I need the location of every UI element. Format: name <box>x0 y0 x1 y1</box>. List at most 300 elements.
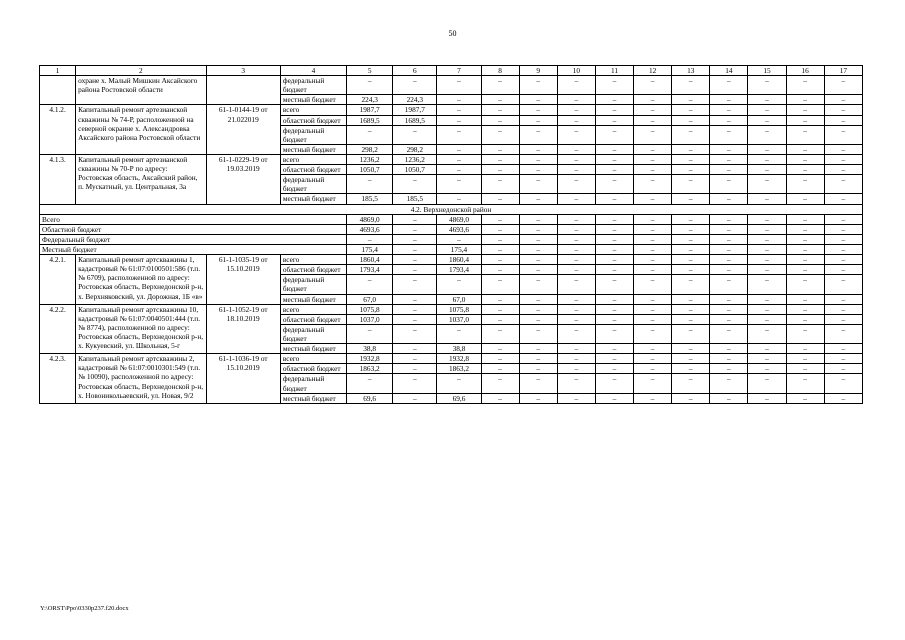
empty-dash-cell: – <box>748 154 786 164</box>
empty-dash-cell: – <box>824 374 862 393</box>
amount-cell: 1987,7 <box>347 105 393 115</box>
summary-amount: 4693,6 <box>437 224 481 234</box>
empty-dash-cell: – <box>634 194 672 204</box>
amount-cell: 67,0 <box>437 294 481 304</box>
budget-type: федеральный бюджет <box>280 324 346 343</box>
summary-label: Местный бюджет <box>40 244 347 254</box>
empty-dash-cell: – <box>786 374 824 393</box>
item-name: Капитальный ремонт артезианской скважины № 70-Р по адресу: Ростовская область, Аксайский район, п. Мускатный, ул. Центральная, 3а <box>76 154 206 204</box>
empty-dash-cell: – <box>748 224 786 234</box>
empty-dash-cell: – <box>557 354 595 364</box>
empty-dash-cell: – <box>748 344 786 354</box>
column-number-cell: 6 <box>393 66 437 76</box>
empty-dash-cell: – <box>481 95 519 105</box>
empty-dash-cell: – <box>824 364 862 374</box>
empty-dash-cell: – <box>710 144 748 154</box>
empty-dash-cell: – <box>824 165 862 175</box>
empty-dash-cell: – <box>710 224 748 234</box>
section-title: 4.2. Верхнедонской район <box>40 204 863 214</box>
amount-cell: 69,6 <box>347 393 393 403</box>
empty-dash-cell: – <box>672 115 710 125</box>
empty-dash-cell: – <box>824 115 862 125</box>
empty-dash-cell: – <box>710 255 748 265</box>
empty-dash-cell: – <box>672 224 710 234</box>
empty-dash-cell: – <box>786 393 824 403</box>
budget-type: федеральный бюджет <box>280 76 346 95</box>
empty-dash-cell: – <box>786 105 824 115</box>
empty-dash-cell: – <box>748 144 786 154</box>
empty-dash-cell: – <box>519 294 557 304</box>
empty-dash-cell: – <box>481 265 519 275</box>
empty-dash-cell: – <box>824 244 862 254</box>
budget-type: местный бюджет <box>280 95 346 105</box>
empty-dash-cell: – <box>672 344 710 354</box>
budget-type: областной бюджет <box>280 165 346 175</box>
empty-dash-cell: – <box>672 354 710 364</box>
empty-dash-cell: – <box>710 234 748 244</box>
amount-cell: – <box>437 144 481 154</box>
permit-code: 61-1-1036-19 от 15.10.2019 <box>206 354 280 404</box>
empty-dash-cell: – <box>595 76 633 95</box>
empty-dash-cell: – <box>557 374 595 393</box>
empty-dash-cell: – <box>595 194 633 204</box>
empty-dash-cell: – <box>557 125 595 144</box>
empty-dash-cell: – <box>786 364 824 374</box>
summary-amount: – <box>393 224 437 234</box>
empty-dash-cell: – <box>748 165 786 175</box>
empty-dash-cell: – <box>634 354 672 364</box>
empty-dash-cell: – <box>824 95 862 105</box>
empty-dash-cell: – <box>748 393 786 403</box>
item-name: Капитальный ремонт артскважины 10, кадастровый № 61:07:0040501:444 (т.п. № 8774), расположенной по адресу: Ростовская область, Верхнедонской р-н, х. Кукуевский, ул. Школьная, 5-г <box>76 304 206 354</box>
empty-dash-cell: – <box>672 125 710 144</box>
empty-dash-cell: – <box>481 125 519 144</box>
amount-cell: 1793,4 <box>347 265 393 275</box>
amount-cell: 1793,4 <box>437 265 481 275</box>
empty-dash-cell: – <box>786 144 824 154</box>
empty-dash-cell: – <box>519 244 557 254</box>
amount-cell: – <box>437 105 481 115</box>
empty-dash-cell: – <box>710 374 748 393</box>
empty-dash-cell: – <box>710 344 748 354</box>
empty-dash-cell: – <box>748 364 786 374</box>
amount-cell: 1236,2 <box>393 154 437 164</box>
empty-dash-cell: – <box>481 175 519 194</box>
empty-dash-cell: – <box>519 374 557 393</box>
empty-dash-cell: – <box>557 105 595 115</box>
empty-dash-cell: – <box>634 314 672 324</box>
column-number-cell: 7 <box>437 66 481 76</box>
empty-dash-cell: – <box>672 374 710 393</box>
budget-type: федеральный бюджет <box>280 175 346 194</box>
amount-cell: 1863,2 <box>437 364 481 374</box>
empty-dash-cell: – <box>519 214 557 224</box>
amount-cell: 1050,7 <box>393 165 437 175</box>
summary-label: Всего <box>40 214 347 224</box>
empty-dash-cell: – <box>519 95 557 105</box>
empty-dash-cell: – <box>786 304 824 314</box>
budget-type: областной бюджет <box>280 314 346 324</box>
empty-dash-cell: – <box>824 314 862 324</box>
empty-dash-cell: – <box>481 214 519 224</box>
empty-dash-cell: – <box>748 115 786 125</box>
empty-dash-cell: – <box>710 214 748 224</box>
amount-cell: 185,5 <box>347 194 393 204</box>
table-row <box>40 354 863 364</box>
empty-dash-cell: – <box>748 314 786 324</box>
amount-cell: – <box>347 125 393 144</box>
table-row <box>40 304 863 314</box>
empty-dash-cell: – <box>519 125 557 144</box>
empty-dash-cell: – <box>672 175 710 194</box>
summary-row <box>40 214 863 224</box>
empty-dash-cell: – <box>557 115 595 125</box>
empty-dash-cell: – <box>672 324 710 343</box>
empty-dash-cell: – <box>710 194 748 204</box>
empty-dash-cell: – <box>557 175 595 194</box>
empty-dash-cell: – <box>519 175 557 194</box>
empty-dash-cell: – <box>786 344 824 354</box>
permit-code: 61-1-1035-19 от 15.10.2019 <box>206 255 280 305</box>
summary-amount: 4869,0 <box>437 214 481 224</box>
empty-dash-cell: – <box>481 224 519 234</box>
amount-cell: 298,2 <box>393 144 437 154</box>
empty-dash-cell: – <box>786 294 824 304</box>
empty-dash-cell: – <box>748 265 786 275</box>
empty-dash-cell: – <box>519 265 557 275</box>
column-number-cell: 5 <box>347 66 393 76</box>
budget-type: местный бюджет <box>280 194 346 204</box>
summary-label: Областной бюджет <box>40 224 347 234</box>
empty-dash-cell: – <box>519 344 557 354</box>
empty-dash-cell: – <box>710 115 748 125</box>
empty-dash-cell: – <box>595 304 633 314</box>
amount-cell: 1689,5 <box>347 115 393 125</box>
empty-dash-cell: – <box>786 224 824 234</box>
empty-dash-cell: – <box>672 265 710 275</box>
empty-dash-cell: – <box>634 244 672 254</box>
column-number-row <box>40 66 863 76</box>
empty-dash-cell: – <box>824 393 862 403</box>
amount-cell: – <box>347 374 393 393</box>
empty-dash-cell: – <box>748 95 786 105</box>
empty-dash-cell: – <box>519 364 557 374</box>
amount-cell: – <box>393 175 437 194</box>
permit-code: 61-1-0229-19 от 19.03.2019 <box>206 154 280 204</box>
empty-dash-cell: – <box>672 275 710 294</box>
empty-dash-cell: – <box>786 354 824 364</box>
permit-code: 61-1-0144-19 от 21.022019 <box>206 105 280 155</box>
empty-dash-cell: – <box>634 265 672 275</box>
empty-dash-cell: – <box>519 234 557 244</box>
item-number: 4.2.1. <box>40 255 76 305</box>
item-number: 4.1.3. <box>40 154 76 204</box>
empty-dash-cell: – <box>824 234 862 244</box>
empty-dash-cell: – <box>634 364 672 374</box>
amount-cell: 1075,8 <box>437 304 481 314</box>
empty-dash-cell: – <box>519 255 557 265</box>
summary-amount: 4869,0 <box>347 214 393 224</box>
empty-dash-cell: – <box>481 255 519 265</box>
empty-dash-cell: – <box>748 125 786 144</box>
summary-amount: 4693,6 <box>347 224 393 234</box>
amount-cell: – <box>437 76 481 95</box>
empty-dash-cell: – <box>634 154 672 164</box>
budget-table <box>39 65 863 404</box>
empty-dash-cell: – <box>595 105 633 115</box>
amount-cell: 38,8 <box>437 344 481 354</box>
empty-dash-cell: – <box>595 255 633 265</box>
empty-dash-cell: – <box>481 115 519 125</box>
amount-cell: 38,8 <box>347 344 393 354</box>
empty-dash-cell: – <box>748 175 786 194</box>
empty-dash-cell: – <box>824 76 862 95</box>
page-number: 50 <box>448 29 457 38</box>
empty-dash-cell: – <box>710 314 748 324</box>
empty-dash-cell: – <box>634 294 672 304</box>
empty-dash-cell: – <box>672 234 710 244</box>
empty-dash-cell: – <box>824 175 862 194</box>
budget-type: всего <box>280 154 346 164</box>
budget-type: областной бюджет <box>280 364 346 374</box>
empty-dash-cell: – <box>710 294 748 304</box>
empty-dash-cell: – <box>634 393 672 403</box>
empty-dash-cell: – <box>519 115 557 125</box>
summary-row <box>40 234 863 244</box>
summary-amount: – <box>393 214 437 224</box>
permit-code: 61-1-1052-19 от 18.10.2019 <box>206 304 280 354</box>
empty-dash-cell: – <box>634 105 672 115</box>
empty-dash-cell: – <box>481 154 519 164</box>
amount-cell: – <box>393 294 437 304</box>
empty-dash-cell: – <box>786 95 824 105</box>
empty-dash-cell: – <box>557 95 595 105</box>
empty-dash-cell: – <box>634 144 672 154</box>
summary-row <box>40 244 863 254</box>
empty-dash-cell: – <box>481 393 519 403</box>
empty-dash-cell: – <box>672 255 710 265</box>
empty-dash-cell: – <box>557 144 595 154</box>
empty-dash-cell: – <box>634 125 672 144</box>
empty-dash-cell: – <box>824 354 862 364</box>
empty-dash-cell: – <box>595 175 633 194</box>
amount-cell: 224,3 <box>347 95 393 105</box>
empty-dash-cell: – <box>824 125 862 144</box>
empty-dash-cell: – <box>481 364 519 374</box>
empty-dash-cell: – <box>748 76 786 95</box>
empty-dash-cell: – <box>672 165 710 175</box>
empty-dash-cell: – <box>748 105 786 115</box>
empty-dash-cell: – <box>748 214 786 224</box>
empty-dash-cell: – <box>710 76 748 95</box>
empty-dash-cell: – <box>634 76 672 95</box>
empty-dash-cell: – <box>710 165 748 175</box>
empty-dash-cell: – <box>634 234 672 244</box>
empty-dash-cell: – <box>748 374 786 393</box>
empty-dash-cell: – <box>824 275 862 294</box>
item-number: 4.2.3. <box>40 354 76 404</box>
empty-dash-cell: – <box>634 95 672 105</box>
item-name: Капитальный ремонт артскважины 2, кадастровый № 61:07:0010301:549 (т.п. № 10090), расположенной по адресу: Ростовская область, Верхнедонской р-н, х. Новоникольаевский, ул. Новая, 9/2 <box>76 354 206 404</box>
amount-cell: 1932,8 <box>347 354 393 364</box>
budget-type: местный бюджет <box>280 393 346 403</box>
empty-dash-cell: – <box>786 255 824 265</box>
budget-type: всего <box>280 105 346 115</box>
empty-dash-cell: – <box>557 194 595 204</box>
empty-dash-cell: – <box>786 324 824 343</box>
amount-cell: 1860,4 <box>437 255 481 265</box>
amount-cell: – <box>393 364 437 374</box>
empty-dash-cell: – <box>748 244 786 254</box>
amount-cell: 1075,8 <box>347 304 393 314</box>
empty-dash-cell: – <box>748 194 786 204</box>
empty-dash-cell: – <box>824 294 862 304</box>
amount-cell: – <box>393 76 437 95</box>
summary-label: Федеральный бюджет <box>40 234 347 244</box>
summary-amount: – <box>347 234 393 244</box>
amount-cell: – <box>347 275 393 294</box>
empty-dash-cell: – <box>748 294 786 304</box>
amount-cell: 1236,2 <box>347 154 393 164</box>
empty-dash-cell: – <box>672 95 710 105</box>
summary-amount: 175,4 <box>347 244 393 254</box>
amount-cell: 1037,0 <box>347 314 393 324</box>
budget-type: федеральный бюджет <box>280 374 346 393</box>
amount-cell: – <box>347 76 393 95</box>
empty-dash-cell: – <box>557 314 595 324</box>
empty-dash-cell: – <box>634 304 672 314</box>
empty-dash-cell: – <box>481 354 519 364</box>
empty-dash-cell: – <box>557 234 595 244</box>
amount-cell: – <box>437 115 481 125</box>
column-number-cell: 4 <box>280 66 346 76</box>
empty-dash-cell: – <box>519 165 557 175</box>
amount-cell: – <box>393 255 437 265</box>
empty-dash-cell: – <box>557 304 595 314</box>
amount-cell: – <box>393 265 437 275</box>
summary-amount: 175,4 <box>437 244 481 254</box>
empty-dash-cell: – <box>710 265 748 275</box>
empty-dash-cell: – <box>595 324 633 343</box>
empty-dash-cell: – <box>595 224 633 234</box>
budget-type: местный бюджет <box>280 144 346 154</box>
empty-dash-cell: – <box>672 214 710 224</box>
amount-cell: 1860,4 <box>347 255 393 265</box>
empty-dash-cell: – <box>595 234 633 244</box>
empty-dash-cell: – <box>672 105 710 115</box>
empty-dash-cell: – <box>672 194 710 204</box>
amount-cell: – <box>393 374 437 393</box>
empty-dash-cell: – <box>824 265 862 275</box>
empty-dash-cell: – <box>672 304 710 314</box>
empty-dash-cell: – <box>786 244 824 254</box>
empty-dash-cell: – <box>672 154 710 164</box>
empty-dash-cell: – <box>634 214 672 224</box>
empty-dash-cell: – <box>519 354 557 364</box>
item-number: 4.1.2. <box>40 105 76 155</box>
empty-dash-cell: – <box>519 393 557 403</box>
budget-type: областной бюджет <box>280 265 346 275</box>
empty-dash-cell: – <box>557 324 595 343</box>
empty-dash-cell: – <box>824 304 862 314</box>
empty-dash-cell: – <box>786 76 824 95</box>
amount-cell: 298,2 <box>347 144 393 154</box>
table-row <box>40 76 863 95</box>
empty-dash-cell: – <box>557 265 595 275</box>
budget-type: всего <box>280 304 346 314</box>
amount-cell: – <box>347 324 393 343</box>
empty-dash-cell: – <box>557 224 595 234</box>
budget-type: федеральный бюджет <box>280 125 346 144</box>
amount-cell: – <box>437 275 481 294</box>
empty-dash-cell: – <box>634 374 672 393</box>
empty-dash-cell: – <box>481 194 519 204</box>
empty-dash-cell: – <box>710 125 748 144</box>
file-path-footer: Y:\ORST\Ppo\0330p237.f20.docx <box>40 605 129 612</box>
column-number-cell: 11 <box>595 66 633 76</box>
item-number <box>40 76 76 105</box>
amount-cell: 67,0 <box>347 294 393 304</box>
empty-dash-cell: – <box>672 393 710 403</box>
empty-dash-cell: – <box>595 294 633 304</box>
empty-dash-cell: – <box>634 255 672 265</box>
amount-cell: 69,6 <box>437 393 481 403</box>
empty-dash-cell: – <box>672 76 710 95</box>
item-name: Капитальный ремонт артскважины 1, кадастровый № 61:07:0100501:586 (т.п. № 6709), расположенной по адресу: Ростовская область, Верхнедонской р-н, х. Верхняковский, ул. Дорожная, 1Б «в» <box>76 255 206 305</box>
empty-dash-cell: – <box>634 165 672 175</box>
amount-cell: 224,3 <box>393 95 437 105</box>
empty-dash-cell: – <box>595 154 633 164</box>
column-number-cell: 2 <box>76 66 206 76</box>
empty-dash-cell: – <box>824 214 862 224</box>
budget-type: всего <box>280 255 346 265</box>
empty-dash-cell: – <box>710 175 748 194</box>
empty-dash-cell: – <box>786 275 824 294</box>
empty-dash-cell: – <box>481 76 519 95</box>
empty-dash-cell: – <box>557 294 595 304</box>
empty-dash-cell: – <box>710 354 748 364</box>
empty-dash-cell: – <box>557 344 595 354</box>
amount-cell: – <box>437 175 481 194</box>
amount-cell: – <box>393 324 437 343</box>
empty-dash-cell: – <box>672 314 710 324</box>
empty-dash-cell: – <box>519 105 557 115</box>
empty-dash-cell: – <box>710 154 748 164</box>
empty-dash-cell: – <box>824 344 862 354</box>
empty-dash-cell: – <box>748 275 786 294</box>
empty-dash-cell: – <box>481 144 519 154</box>
amount-cell: – <box>393 275 437 294</box>
empty-dash-cell: – <box>672 244 710 254</box>
empty-dash-cell: – <box>634 115 672 125</box>
empty-dash-cell: – <box>519 224 557 234</box>
empty-dash-cell: – <box>557 393 595 403</box>
summary-row <box>40 224 863 234</box>
empty-dash-cell: – <box>634 224 672 234</box>
empty-dash-cell: – <box>595 364 633 374</box>
empty-dash-cell: – <box>595 125 633 144</box>
empty-dash-cell: – <box>786 214 824 224</box>
empty-dash-cell: – <box>595 165 633 175</box>
budget-type: областной бюджет <box>280 115 346 125</box>
empty-dash-cell: – <box>824 194 862 204</box>
amount-cell: – <box>437 324 481 343</box>
amount-cell: – <box>437 125 481 144</box>
amount-cell: – <box>437 374 481 393</box>
empty-dash-cell: – <box>481 304 519 314</box>
empty-dash-cell: – <box>481 374 519 393</box>
empty-dash-cell: – <box>519 76 557 95</box>
